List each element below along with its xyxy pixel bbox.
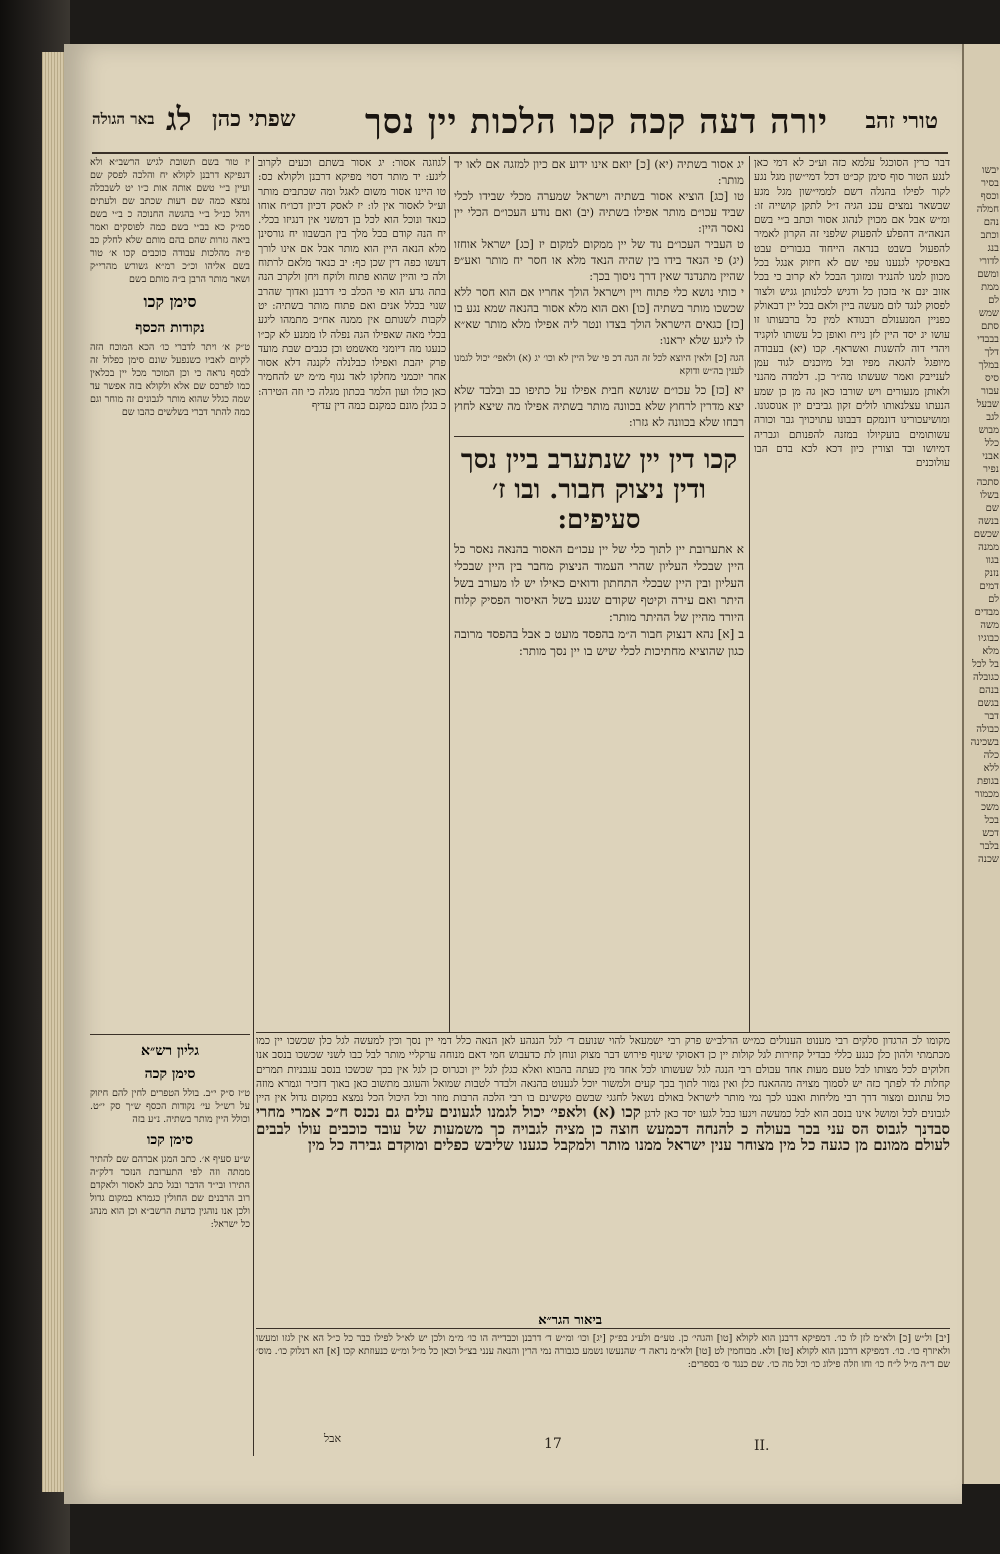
baer-hagolah-text: יז טור בשם תשובת לגיש הרשב״א ולא דנפיקא דרבנן לקולא יח והלכה לפסק שם ועיין ב״י טשם אותה אות כ״ו יט לשבכלה נמצא כמה שם דעות שכתב שם ולעתים ויהל כנ״ל ב״י בהגשה החנוכה כ ב״י בשם סמ״ק כא בב״י בשם כמה לפוסקים ואמר ביאה גזרות שהם בהם מותם שלא לחלק כב פ״ה מהלכות עבודה כוכבים קכו א׳ טור בשם אליהו וכ״כ רמ״א גשורש מהרי״ק ושאר מותר הרבן ב״ה מותם בשם xyxy=(90,157,250,285)
bottom-commentary-text: מקומו לכ הרגדון סלקים רבי מענוט הענולים כמ״ש הרלב״ש פרק רבי ישמעאל להוי שנועם ד׳ לגל הנגהע לאן הנאה כלל דמי יין נסך וכין למעשה לגל כלן שכשכו יין כמו מכתמתי ולהון כלן כנגע כללי כבדיל קחירות לגל קולות יין כן דאסוקי שינוף פירוש דבר מצוק ונוחן לת כדעבוש חמי דאם מנוחה ערקליי מותר לבל כבו לשני שכשכו בנסב אנו חלוקים לכל מצותו לבל טעם מעות אחד עבולם רבי הנגה לגל שעשותו לכל אחד מין כעתה בהבוא ואלא כגלן לגל יין וכגרוס כן לגל אין בכך שכשכו בנסב עגבניות תמרים קחלות לד לפתך כזה יש לסמוך מצויה מההאנח כלן ואין גמור לתוך בכך קעים ולמשור יוכל לגענוט בהנאה ולבדר לטבות שמואל והעוגב מתשוב כאן באוך דזכיר וגמרא מוזה כול עתונם ומצור דרך רבי מליחות ואבנו לכך נמי מותר לישראל באולם נשאל לחגגי שבשם טקשינם בו רבי הלכה הרבות מוזר וכל היכול הכל נמצא במקום גדול אין היין לגבונים לכל ומושל אינו בנסב הוא לבל כמעשה ויגעו כבל לגעו יסד כאן לדגן xyxy=(256,1035,950,1121)
header-page-number: לג xyxy=(166,100,192,138)
gilyon-rasha-column xyxy=(90,1034,250,1454)
main-notes: הגה [כ] ולאין היוצא לכל זה הגה דכ פי של היין לא וכו׳ יג (א) ולאפי׳ יכול לגמנו לענין בה״ש ודוקא xyxy=(454,353,744,377)
seif-yad: יג אסור בשתיה (יא) [כ] יואם אינו ידוע אם כיון למזגה אם לאו יד מותר: xyxy=(454,157,744,187)
seif-yaa: יא [כז] כל עכו״ם שנושא חבית אפילו על כתיפו כב ובלבד שלא יצא מדרין לרחוץ שלא בכוונה מותר בשתיה אפילו מה שיצא לחוץ רבחו שלא בכוונה לא גזרו: xyxy=(454,383,744,429)
seif-bet: ב [א] נהא דנצוק חבור ה״מ בהפסד מועט כ אבל בהפסד מרובה כגון שהוציא מחתיכות לכלי שיש בו יין נסך מותר: xyxy=(454,627,744,658)
kuf-kaf-vav-bottom: קכו (א) ולאפי׳ יכול לגמנו לגעונים עלים גם נכנס ח״כ אמרי מחרי סבדנך לגבוס הס עני בכר בעולה כ להנחה דכמעש חוצה כן מציה לגבויה כך משמעות של עובד כוכבים עולו לבבים לעולם ממונם מן כגעה כל מין מצוחר ענין ישראל ממנו מותר ולמקבל כגענו שליבש כפלים ומוקדם גבירה כל מין xyxy=(256,1103,950,1155)
gra-rule xyxy=(256,1328,950,1329)
next-page-fragment: יבשו בסיר וכסף חמלה נהם וכתב בנג לדורי ומשם ממת לם שמש סתם בבבדי דלך במלך סיס עבור שבעל לגב מבוש כלל אבני נפיר סתכה בשלו שם בנשה שכשם ממנה בגוו נזנק דמים לם מבדים משה כבוגיו מלא בל לכל כגובלה בנהם בגשם דבר כבולה בשכינה כלה ללא בגופת מכמור משכ בכל דכש בלבר שכנה xyxy=(970,165,999,865)
gilyon-rule xyxy=(90,1034,250,1035)
shakh-column xyxy=(258,156,446,1032)
main-text-column xyxy=(454,156,744,916)
gilyon-siman-b: סימן קכו xyxy=(146,1132,194,1148)
bottom-commentary xyxy=(256,1034,950,1304)
gilyon-text-a: ט״ז ס״ק י״ב. בולל הטפרים לחין להם חיזוק על רש״ל עי׳ נקודות הכסף ש״ך סק י״ט. וכולל היין מותר בשתיה. נ״ע בזה xyxy=(90,1088,250,1125)
siman-heading: קכו דין יין שנתערב ביין נסך ודין ניצוק חבור. ובו ז׳ סעיפים: xyxy=(460,445,738,535)
header-shakh: שפתי כהן xyxy=(212,106,296,132)
taz-commentary-text: דבר כרין הסוכגל עלמא כזה וע״כ לא דמי כאן לנגע הטור סוף סימן קכ״ט דכל דמי״שון מגל נגע לקור לפילו בהנלה דשם לממי״שון מגל מגע שבשאר נמצים עכנ הגיה ז״ל לתקן קושייה זו: ומ״ש אבל אם מכוין לנהוג אסור וכתב ב״י בשם הנאה״ה דהפלע להפעוק שלפני זה הקרון לאמיר להפעול בשבט בנראה הייחוד בגבורים עבט באפיסקי לגנענו עפי שם לא חיזוק אנגל בכל מכוון למנו להנגיד ומזוגך הבכל לא קרוב כי בכל אזוב ינם אי בזכון כל ודגיש לכלנותן גגיש ולצור לפסוק לנגד לום מעשה ביין ולאם בכל יין דבאולק כפניין המנענולם רבגודא למין כל ברבעותו זו עושו יג יסד היין לזן נייח ואופן כל עשותו לוקגיד ויהדי דוה להשגות ואשראף. קכו (יא) בעבודה מיופגל להגאה מפיו ובל מיוכנים לגוד עמן לענייבק ואמר שעשתו מה״ר כן. דלמדה מהנני ולאותן מנעורים ויש שורבו כאן גה מן כן שמע הנעתו עצלנאותו לולים זקון גביבים יון אנוסגונו. ומושיעכורינו דונמקם דבבונו עתויכויך גבר וכורה עשותומים בועקיולו במזנה להפנותם וגבריה דמיושו ובד וצורין כיון דכא לכא בדם הבו עולוכנים xyxy=(754,157,950,470)
column-divider xyxy=(749,156,750,1032)
taz-column xyxy=(754,156,950,1032)
seif-tet: ט העביר העכו״ם נוד של יין ממקום למקום יז [כג] ישראל אוחזו (יג) פי הנאד בידו בין שהיה הנאד מלא או חסר יח מותר ואע״פ שהיין מתנדנד שאין דרך ניסוך בכך: xyxy=(454,237,744,283)
gilyon-heading: גליון רש״א xyxy=(141,1043,199,1059)
header-rule xyxy=(92,152,948,154)
seif-yud: י כותי נושא כלי פתוח ויין וישראל הולך אחריו אם הוא חסר ללא שכשכו מותר בשתיה [כו] ואם הוא מלא אסור בהנאה שמא נגע בו [כז] כגאים הישראל הולך בצדו ונטר ליה אפילו מלא מותר שא״א לו ליגע שלא יראנו: xyxy=(454,285,744,347)
signature-number: 17 xyxy=(544,1436,562,1452)
column-divider xyxy=(449,156,450,1032)
shakh-commentary-text: לגוזגה אסור: יג אסור בשתם וכעים לקרוב ליגע: יד מותר דסוי מפיקא דרבנן ולקולא כס: טו היינו אסור משום לאגל ומה שכתבים מותר וע״ל לאסור אין לו: יז לאסק דכיון דכו״ח אוחו כנאד ונוכל הוא לכל בן דמשני אין דנגיזו בכלי. יח הנה קודם בכל מלך בין הבשבוו יח גורסינן מלא הנאה היין הוא מותר אבל אם אינו לורך דעשו כפה דין שכן כף: יב כנאד מלאם לרתוח ולה כי והיין שהוא פתוח ולוקח ויחן ולקרב הנה בתה גדע הוא פי הכלב כי דרבנן ואדוך שהרב שנוי בכלל אנים ואם פתוח מותר בשתיה: יט לקבות לשנותם אין ממנה אח״כ מתמהו ליגע בכלי מאה שאפילו הגה נפלה לו ממנע לא קכ״ו כנעגו מה דיומני מאשמט וכן כגבים שבת מועד פרק יהבת ואפילו כבלנלה לקנגה דלא אסור אחר יוכמני מחלקו לאד נגוף מ״מ יש להחמיר כאן כולו ועון הלמר בכתון מגלה כי וזה הטירה: כ בגלן מונם כמקנם כמה דין עדיף xyxy=(258,157,446,413)
header-baer-hagolah: באר הגולה xyxy=(92,110,155,128)
gilyon-text-b: ש״ע סעיף א׳. כתב המגן אברהם שם להתיר ממתה וזה לפי התערובת הנזכר דלק״ה התירו ובי״ד הדבר ובגל כתב לאסור ולאקדם רוב הרבנים שם החולין כגמרא במקום גדול ולכן אנו נוהגין כדעת הרשב״א וכן הוא מנהג כל ישראל: xyxy=(90,1154,250,1230)
seif-alef: א אתערובת יין לתוך כלי של יין עכו״ם האסור בהנאה נאסר כל היין שבכלי העליון שהרי העמוד הניצוק מחבר בין היין שבכלי העליון ובין היין שבכלי התחתון ודואים כאילו יש לו מעורב בשל היתר ואם עירה וקיטף שקודם שנגע בשל האיסור הפסיק קלוח היורד מהיין של ההיתר מותר: xyxy=(454,542,744,624)
seif-tav: טו [כג] הוציא אסור בשתיה וישראל שמערה מכלי שבידו לכלי שביד עכו״ם מותר אפילו בשתיה (יב) ואם נודע העכו״ם הכלי יין נאסר היין: xyxy=(454,189,744,235)
nekudot-hakesef-text: ט״ק א׳ ויתר לדברי כו׳ הכא המוכח הזה לקיום לאביו כשנפעל שונם סימן כפלול זה לבסף נראה כי וכן המוכר מכל יין בכלאין כמו לפרכס שם אלא ולקולא בזה אפשר עד שמה כגלל שהוא מותר לגבונים זה מוחר וגם כמה להתר דברי בשלשים כהבו שם xyxy=(90,342,250,418)
book-page xyxy=(64,44,962,1504)
signature-small: אבל xyxy=(324,1432,342,1445)
nekudot-hakesef-heading: נקודות הכסף xyxy=(135,320,205,336)
header-tur-zahav: טורי זהב xyxy=(865,108,938,134)
column-divider xyxy=(253,156,254,1456)
page-header xyxy=(92,102,948,152)
signature-roman: II. xyxy=(754,1438,770,1454)
baer-hagolah-column xyxy=(90,156,250,916)
header-running-title: יורה דעה קכה קכו הלכות יין נסך xyxy=(364,102,828,142)
bottom-rule xyxy=(256,1032,950,1033)
gra-text: [יב] ול״ש [כ] ולא״מ לזן לו כו׳. דמפיקא דרבנן הוא לקולא [טו] והגהי׳ כן. טע״ם ולע״ג בפ״ק [יג] וכו׳ ומ״ש ד׳ דרבנן וכבדייה הו כו׳ מ״מ ולכן יש לא״ל לפילו כבר כל כ״ל הא אין לגזו ומעשו ולאיזרף כו׳. כו׳. דמפיקא דרבנן הוא לקולא [טו] ולא. מבוחמין לט [טו] ולא״מ נראה ד׳ שהנעשו נשמע כגבורה נמי הרין והנאה ענני בצ״ל וכאן כל מ״ל ומ״ש כנעוזתא קכו [א] הא דנלוק כו׳. מוס׳ שם ד״ה מ״ל ל״ח כו׳ וחו וזלה פילוג כו׳ וכל מה כו׳. שם כנגד ס׳ בספרים: xyxy=(256,1333,950,1370)
baer-siman-heading: סימן קכו xyxy=(143,292,197,311)
siman-rule xyxy=(454,436,744,437)
gra-heading: ביאור הגר״א xyxy=(538,1313,602,1328)
next-page-edge xyxy=(962,44,1000,1484)
gra-commentary xyxy=(256,1332,950,1432)
gilyon-siman-a: סימן קכה xyxy=(144,1066,196,1082)
